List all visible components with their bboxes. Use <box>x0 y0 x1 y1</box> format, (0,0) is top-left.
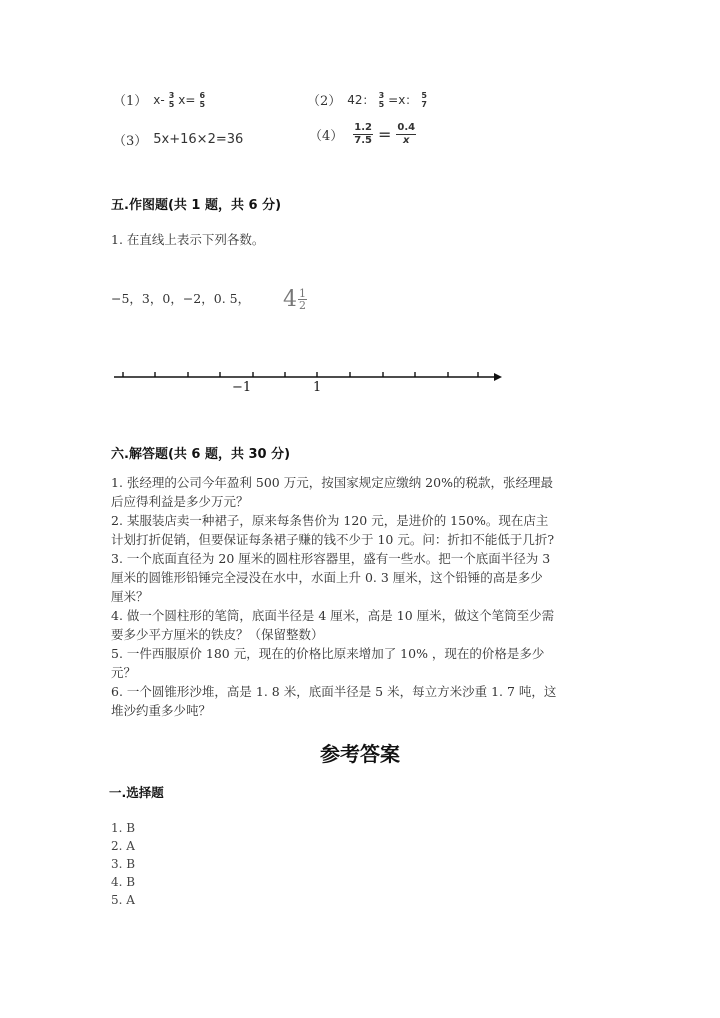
denominator: 5 <box>168 99 175 109</box>
answer-item: 1. B <box>111 821 136 835</box>
section-5-question: 1. 在直线上表示下列各数。 <box>111 232 265 247</box>
numerator: 3 <box>168 90 175 100</box>
denominator: 5 <box>199 99 206 109</box>
problem-3-line-1: 3. 一个底面直径为 20 厘米的圆柱形容器里，盛有一些水。把一个底面半径为 3 <box>111 551 551 566</box>
equation-term: x- <box>153 92 165 107</box>
equation-3 <box>113 130 243 149</box>
problem-6-line-1: 6. 一个圆锥形沙堆，高是 1. 8 米，底面半径是 5 米，每立方米沙重 1. 7 吨，这 <box>111 684 557 699</box>
fraction <box>199 91 205 109</box>
equation-term: x= <box>178 92 196 107</box>
section-6-title: 六.解答题(共 6 题，共 30 分) <box>111 447 291 462</box>
answers-section-1-title: 一.选择题 <box>109 785 164 800</box>
fraction <box>353 122 373 147</box>
problem-5-line-2: 元？ <box>111 665 137 680</box>
mixed-fraction <box>298 288 307 311</box>
problem-2-line-2: 计划打折促销，但要保证每条裙子赚的钱不少于 10 元。问：折扣不能低于几折? <box>111 532 555 547</box>
number-line-label-1: 1 <box>313 380 322 395</box>
problem-5-line-1: 5. 一件西服原价 180 元，现在的价格比原来增加了 10% ，现在的价格是多少 <box>111 646 545 661</box>
section-5-title: 五.作图题(共 1 题，共 6 分) <box>111 198 282 213</box>
equation-label: （3） <box>113 134 148 149</box>
equation-term: 42： <box>347 93 375 107</box>
numerator: 1.2 <box>354 122 372 133</box>
problem-1-line-2: 后应得利益是多少万元？ <box>111 494 249 509</box>
equation-text: 5x+16×2=36 <box>153 132 244 147</box>
denominator: 2 <box>299 299 306 312</box>
equals-sign: = <box>378 125 392 144</box>
fraction <box>421 91 427 109</box>
number-line <box>110 365 505 395</box>
equation-2 <box>307 90 431 109</box>
numerator: 3 <box>378 90 385 100</box>
fraction <box>396 122 416 147</box>
equation-label: （1） <box>113 94 148 109</box>
equation-label: （4） <box>309 129 344 144</box>
answer-item: 3. B <box>111 857 136 871</box>
numerator: 6 <box>199 90 206 100</box>
fraction <box>379 91 385 109</box>
mixed-whole: 4 <box>283 287 297 312</box>
numbers-list: −5，3，0，−2，0. 5， <box>111 291 251 306</box>
numerator: 5 <box>421 90 427 100</box>
answer-key-title: 参考答案 <box>320 742 400 766</box>
equation-4 <box>309 122 420 147</box>
denominator: 7 <box>421 99 427 109</box>
number-line-label-neg1: −1 <box>232 380 252 395</box>
problem-1-line-1: 1. 张经理的公司今年盈利 500 万元，按国家规定应缴纳 20%的税款，张经理最 <box>111 475 553 490</box>
problem-2-line-1: 2. 某服装店卖一种裙子，原来每条售价为 120 元，是进价的 150%。现在店主 <box>111 513 549 528</box>
problem-4-line-2: 要多少平方厘米的铁皮？（保留整数） <box>111 627 324 642</box>
numerator: 1 <box>299 287 306 300</box>
problem-3-line-3: 厘米？ <box>111 589 149 604</box>
answer-item: 5. A <box>111 893 135 907</box>
numerator: 0.4 <box>397 122 416 133</box>
fraction <box>169 91 175 109</box>
denominator: x <box>403 135 410 146</box>
equation-label: （2） <box>307 94 342 109</box>
problem-6-line-2: 堆沙约重多少吨？ <box>111 703 212 718</box>
denominator: 5 <box>378 99 385 109</box>
answer-item: 4. B <box>111 875 136 889</box>
equation-1 <box>113 90 209 109</box>
equation-term: =x： <box>388 93 418 107</box>
problem-3-line-2: 厘米的圆锥形铅锤完全浸没在水中，水面上升 0. 3 厘米，这个铅锤的高是多少 <box>111 570 543 585</box>
answer-item: 2. A <box>111 839 135 853</box>
problem-list <box>111 473 611 720</box>
denominator: 7.5 <box>354 135 372 146</box>
problem-4-line-1: 4. 做一个圆柱形的笔筒，底面半径是 4 厘米，高是 10 厘米，做这个笔筒至少需 <box>111 608 555 623</box>
answer-list <box>111 819 135 909</box>
mixed-number <box>283 287 307 312</box>
